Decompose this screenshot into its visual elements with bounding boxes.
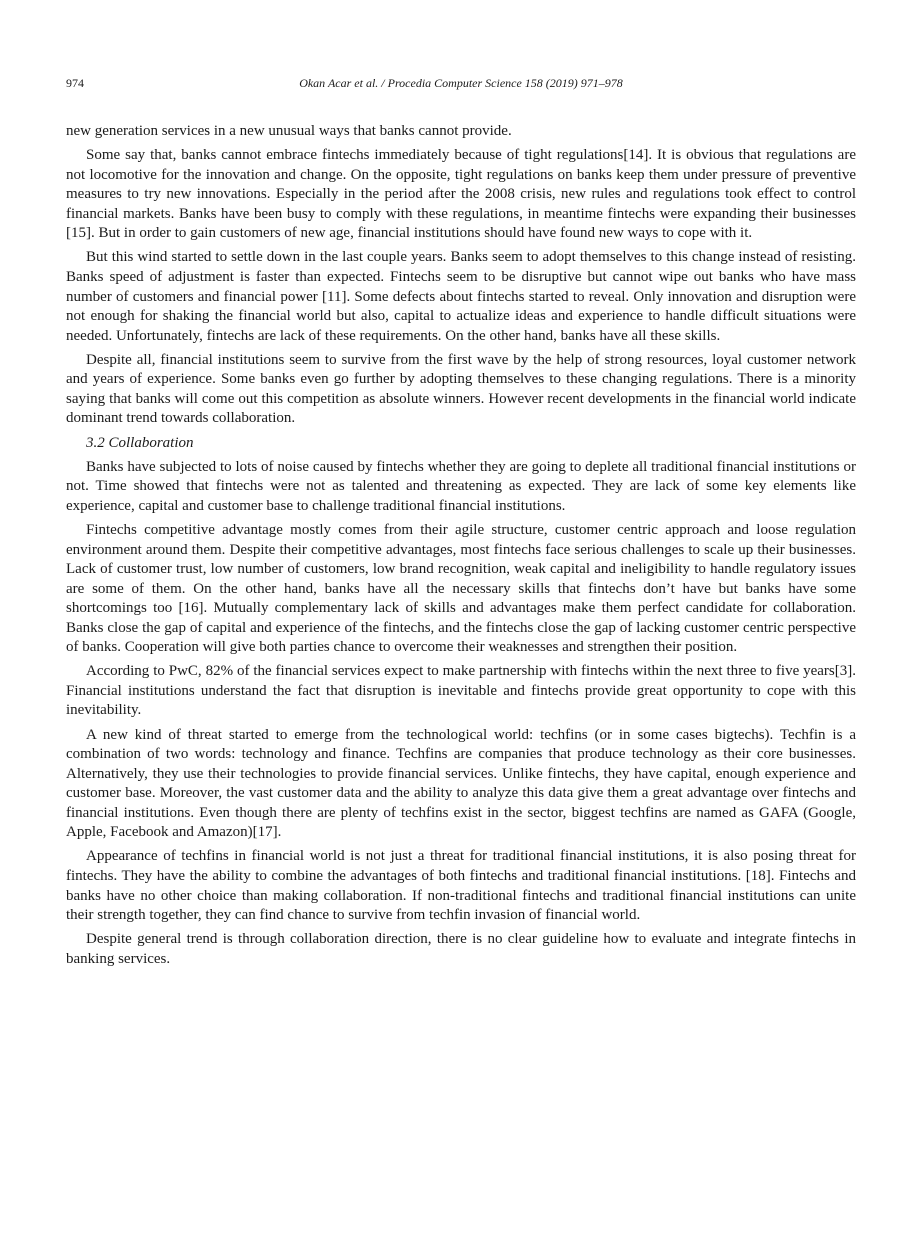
running-head: Okan Acar et al. / Procedia Computer Science 158 (2019) 971–978 [299,76,623,90]
paragraph-techfin-threat: Appearance of techfins in financial world is not just a threat for traditional financial institutions, it is also posing threat for fintechs. They have the ability to combine the advantages of both fintechs and traditional financial institutions. [18]. Fintechs and banks have no other choice than making collaboration. If non-traditional fintechs and traditional financial institutions can unite their strength together, they can find chance to survive from techfin invasion of financial world. [66,848,856,924]
paragraph-guideline: Despite general trend is through collaboration direction, there is no clear guideline how to evaluate and integrate fintechs in banking services. [66,931,856,967]
section-heading-collaboration: 3.2 Collaboration [86,434,194,451]
paragraph-regulations: Some say that, banks cannot embrace fintechs immediately because of tight regulations[14]. It is obvious that regulations are not locomotive for the innovation and change. On the opposite, tight regulations on banks keep them under pressure of preventive measures to try new innovations. Especially in the period after the 2008 crisis, new rules and regulations took effect to control financial markets. Banks have been busy to comply with these regulations, in meantime fintechs were expanding their businesses [15]. But in order to gain customers of new age, financial institutions should have found new ways to cope with it. [66,147,856,242]
paragraph-noise: Banks have subjected to lots of noise caused by fintechs whether they are going to deplete all traditional financial institutions or not. Time showed that fintechs were not as talented and threatening as expected. They are lack of some key elements like experience, capital and customer base to challenge traditional financial institutions. [66,458,856,514]
paragraph-survival: Despite all, financial institutions seem to survive from the first wave by the help of strong resources, loyal customer network and years of experience. Some banks even go further by adopting themselves to these changing regulations. There is a minority saying that banks will come out this competition as absolute winners. However recent developments in the financial world indicate dominant trend towards collaboration. [66,351,856,427]
paragraph-competitive-advantage: Fintechs competitive advantage mostly comes from their agile structure, customer centric approach and loose regulation environment around them. Despite their competitive advantages, most fintechs face serious challenges to scale up their businesses. Lack of customer trust, low number of customers, low brand recognition, weak capital and ineligibility to handle regulatory issues are some of them. On the other hand, banks have all the necessary skills that fintechs don’t have but banks have some shortcomings too [16]. Mutually complementary lack of skills and advantages make them perfect candidate for collaboration. Banks close the gap of capital and experience of the fintechs, and the fintechs close the gap of lacking customer centric perspective of banks. Cooperation will give both parties chance to overcome their weaknesses and strengthen their position. [66,521,856,656]
paragraph-techfins: A new kind of threat started to emerge from the technological world: techfins (or in some cases bigtechs). Techfin is a combination of two words: technology and finance. Techfins are companies that produce technology as their core businesses. Alternatively, they use their technologies to provide financial services. Unlike fintechs, they have capital, enough experience and customer base. Moreover, the vast customer data and the ability to analyze this data give them a great advantage over fintechs and financial institutions. Even though there are plenty of techfins exist in the sector, biggest techfins are named as GAFA (Google, Apple, Facebook and Amazon)[17]. [66,726,856,841]
paragraph-continuation: new generation services in a new unusual ways that banks cannot provide. [66,123,512,139]
paragraph-adjustment: But this wind started to settle down in the last couple years. Banks seem to adopt themselves to this change instead of resisting. Banks speed of adjustment is faster than expected. Fintechs seem to be disruptive but cannot wipe out banks who have mass number of customers and financial power [11]. Some defects about fintechs started to reveal. Only innovation and disruption were not enough for shaking the financial world but also, capital to actualize ideas and experience to handle difficult situations were needed. Unfortunately, fintechs are lack of these requirements. On the other hand, banks have all these skills. [66,249,856,344]
page-header [66,76,856,96]
paragraph-pwc: According to PwC, 82% of the financial services expect to make partnership with fintechs within the next three to five years[3]. Financial institutions understand the fact that disruption is inevitable and fintechs provide great opportunity to cope with this inevitability. [66,663,856,719]
page-number: 974 [66,76,84,90]
article-body [66,122,856,974]
